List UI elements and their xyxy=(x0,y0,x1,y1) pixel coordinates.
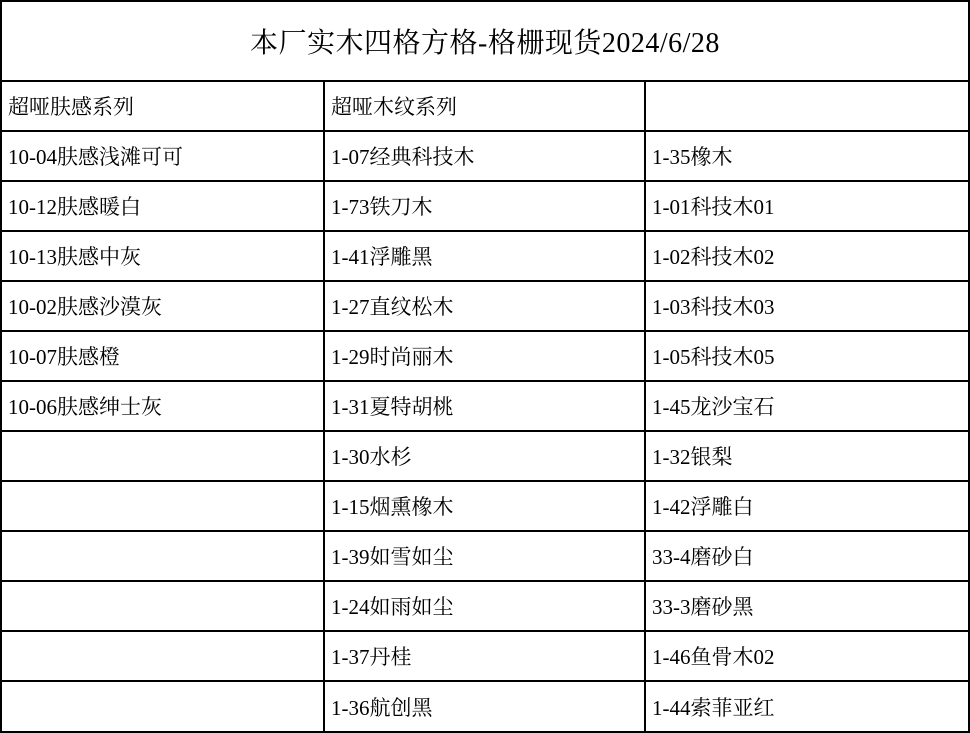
table-cell: 1-05科技木05 xyxy=(646,332,968,382)
table-cell: 1-36航创黑 xyxy=(325,682,646,732)
table-cell xyxy=(2,432,325,482)
table-cell: 1-42浮雕白 xyxy=(646,482,968,532)
column-header-skin-feel-series: 超哑肤感系列 xyxy=(2,82,325,132)
table-cell: 1-39如雪如尘 xyxy=(325,532,646,582)
table-cell: 1-03科技木03 xyxy=(646,282,968,332)
table-cell: 1-44索菲亚红 xyxy=(652,696,775,720)
table-cell: 10-06肤感绅士灰 xyxy=(2,382,325,432)
table-cell: 10-07肤感橙 xyxy=(2,332,325,382)
table-cell xyxy=(2,582,325,632)
table-cell: 1-07经典科技木 xyxy=(325,132,646,182)
table-cell: 10-02肤感沙漠灰 xyxy=(2,282,325,332)
table-cell xyxy=(2,682,325,732)
page-title: 本厂实木四格方格-格栅现货2024/6/28 xyxy=(2,2,968,82)
table-cell: 1-35橡木 xyxy=(646,132,968,182)
table-cell: 10-13肤感中灰 xyxy=(2,232,325,282)
table-cell: 1-27直纹松木 xyxy=(325,282,646,332)
table-cell: 1-73铁刀木 xyxy=(325,182,646,232)
table-cell xyxy=(2,482,325,532)
table-cell: 1-24如雨如尘 xyxy=(325,582,646,632)
table-cell: 1-01科技木01 xyxy=(646,182,968,232)
table-cell: 33-4磨砂白 xyxy=(646,532,968,582)
table-cell: 1-02科技木02 xyxy=(646,232,968,282)
table-cell: 10-12肤感暖白 xyxy=(2,182,325,232)
table-cell: 10-04肤感浅滩可可 xyxy=(2,132,325,182)
table-cell: 1-37丹桂 xyxy=(325,632,646,682)
table-cell xyxy=(2,632,325,682)
column-header-wood-grain-series: 超哑木纹系列 xyxy=(325,82,646,132)
table-cell: 33-3磨砂黑 xyxy=(646,582,968,632)
table-cell: 1-31夏特胡桃 xyxy=(325,382,646,432)
table-cell: 1-30水杉 xyxy=(325,432,646,482)
table-cell: 1-15烟熏橡木 xyxy=(325,482,646,532)
table-cell: 1-45龙沙宝石 xyxy=(646,382,968,432)
column-header-empty xyxy=(646,82,968,132)
table-cell: 1-41浮雕黑 xyxy=(325,232,646,282)
table-cell xyxy=(2,532,325,582)
table-cell: 1-32银梨 xyxy=(646,432,968,482)
table-cell: 1-46鱼骨木02 xyxy=(646,632,968,682)
table-cell: 1-29时尚丽木 xyxy=(325,332,646,382)
